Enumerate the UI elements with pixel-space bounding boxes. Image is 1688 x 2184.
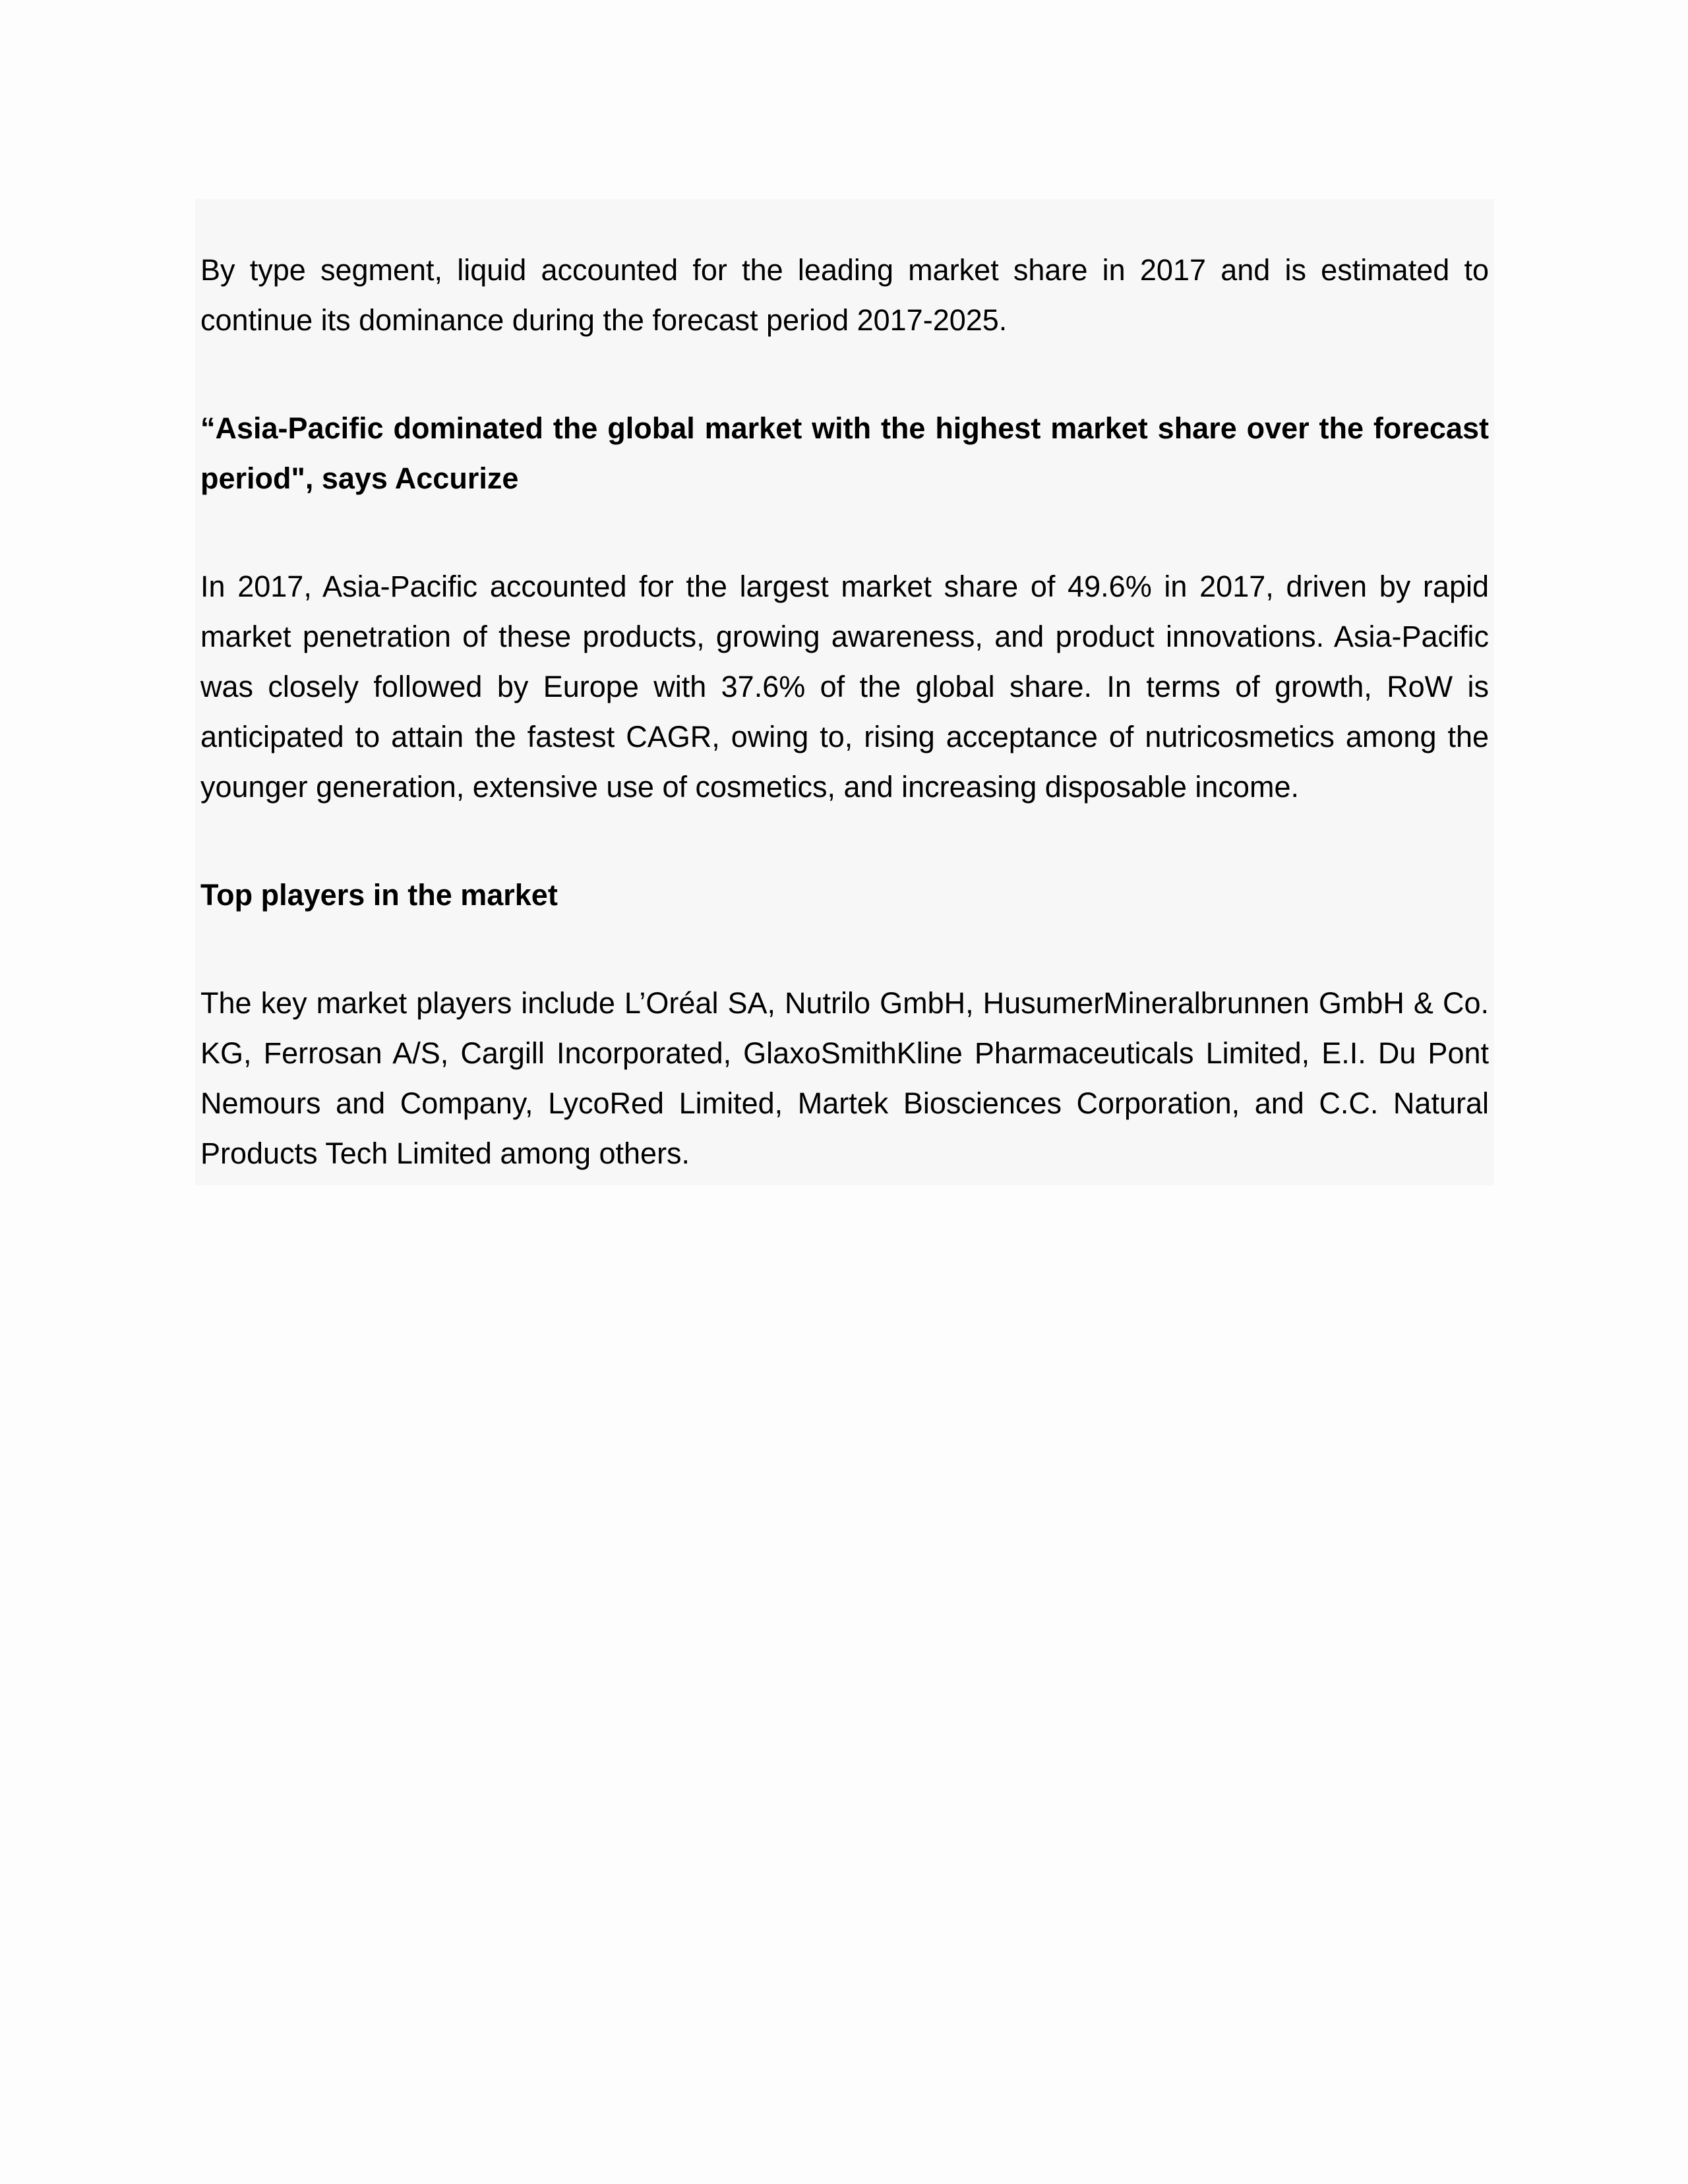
document-content-block [195, 199, 1494, 1185]
paragraph-type-segment: By type segment, liquid accounted for the leading market share in 2017 and is estimated to continue its dominance during the forecast period 2017-2025. [200, 253, 1489, 337]
paragraph-key-players: The key market players include L’Oréal SA, Nutrilo GmbH, HusumerMineralbrunnen GmbH & Co. KG, Ferrosan A/S, Cargill Incorporated, GlaxoSmithKline Pharmaceuticals Limited, E.I. Du Pont Nemours and Company, LycoRed Limited, Martek Biosciences Corporation, and C.C. Natural Products Tech Limited among others. [200, 986, 1489, 1170]
heading-asia-pacific-quote: “Asia-Pacific dominated the global market with the highest market share over the forecast period", says Accurize [200, 411, 1489, 495]
paragraph-asia-pacific: In 2017, Asia-Pacific accounted for the largest market share of 49.6% in 2017, driven by rapid market penetration of these products, growing awareness, and product innovations. Asia-Pacific was closely followed by Europe with 37.6% of the global share. In terms of growth, RoW is anticipated to attain the fastest CAGR, owing to, rising acceptance of nutricosmetics among the younger generation, extensive use of cosmetics, and increasing disposable income. [200, 570, 1489, 804]
heading-top-players: Top players in the market [200, 878, 558, 912]
